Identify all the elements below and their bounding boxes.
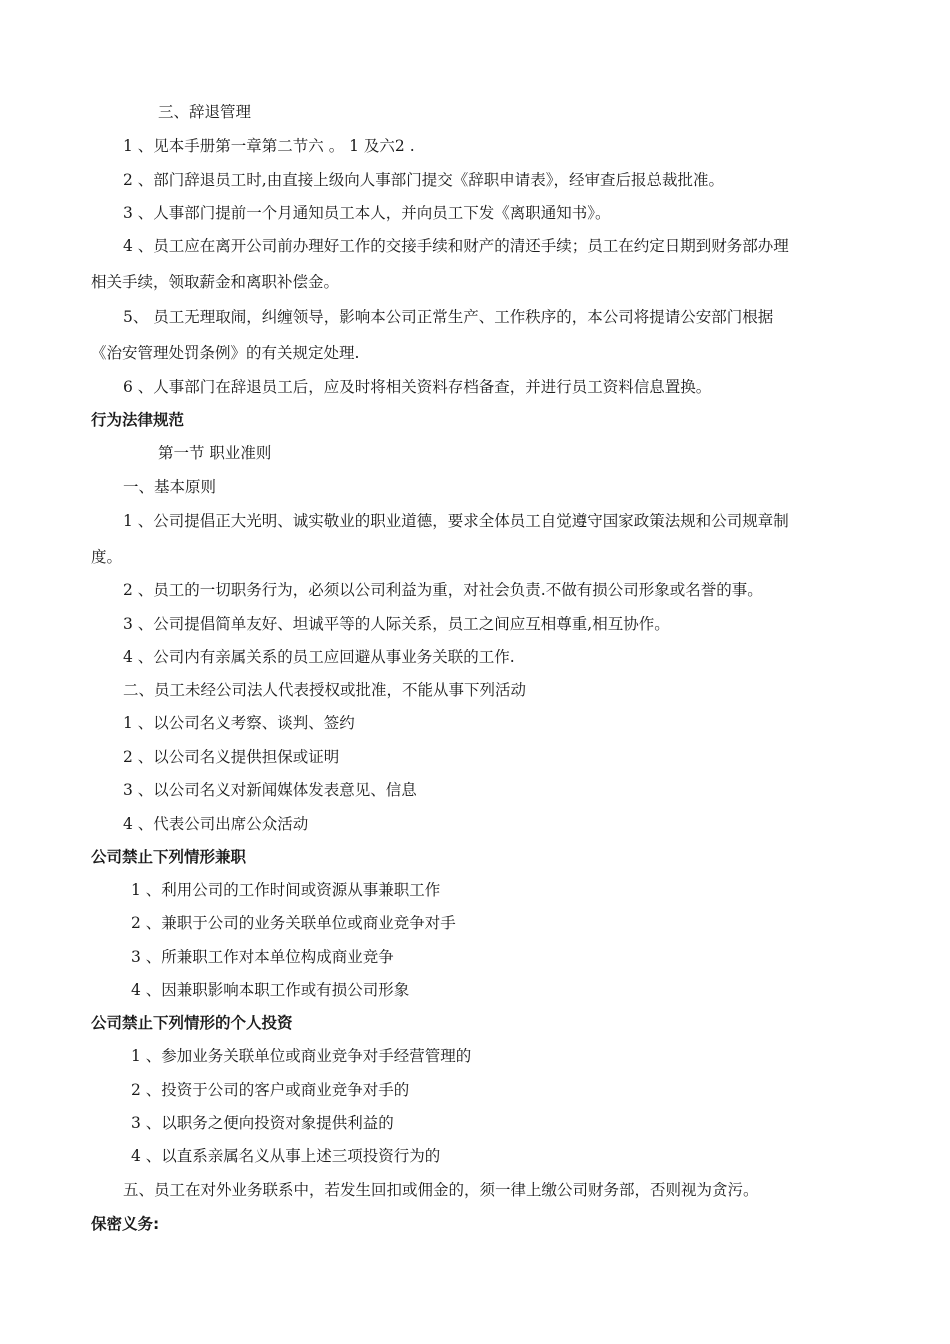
dismissal-item-5: 5、 员工无理取闹，纠缠领导，影响本公司正常生产、工作秩序的，本公司将提请公安部门根据 xyxy=(123,308,774,326)
dismissal-item-4-continued: 相关手续，领取薪金和离职补偿金。 xyxy=(91,273,340,291)
principle-item-1-continued: 度。 xyxy=(91,548,123,566)
heading-part-time-prohibition: 公司禁止下列情形兼职 xyxy=(91,848,247,866)
subsection-restricted-activities: 二、员工未经公司法人代表授权或批准，不能从事下列活动 xyxy=(123,681,527,699)
heading-confidentiality: 保密义务: xyxy=(91,1215,160,1233)
heading-investment-prohibition: 公司禁止下列情形的个人投资 xyxy=(91,1014,293,1032)
investment-item-3: 3 、以职务之便向投资对象提供利益的 xyxy=(131,1114,394,1132)
investment-item-4: 4 、以直系亲属名义从事上述三项投资行为的 xyxy=(131,1147,441,1165)
principle-item-2: 2 、员工的一切职务行为，必须以公司利益为重，对社会负责.不做有损公司形象或名誉的事。 xyxy=(123,581,763,599)
dismissal-item-6: 6 、人事部门在辞退员工后，应及时将相关资料存档备查，并进行员工资料信息置换。 xyxy=(123,378,712,396)
principle-item-4: 4 、公司内有亲属关系的员工应回避从事业务关联的工作. xyxy=(123,648,515,666)
investment-item-2: 2 、投资于公司的客户或商业竞争对手的 xyxy=(131,1081,410,1099)
rule-five-commission: 五、员工在对外业务联系中，若发生回扣或佣金的，须一律上缴公司财务部，否则视为贪污。 xyxy=(123,1181,759,1199)
heading-conduct-rules: 行为法律规范 xyxy=(91,411,185,429)
parttime-item-3: 3 、所兼职工作对本单位构成商业竞争 xyxy=(131,948,394,966)
restricted-item-2: 2 、以公司名义提供担保或证明 xyxy=(123,748,340,766)
section-title-dismissal: 三、辞退管理 xyxy=(158,103,252,121)
restricted-item-1: 1 、以公司名义考察、谈判、签约 xyxy=(123,714,355,732)
section-title-professional-code: 第一节 职业准则 xyxy=(158,444,272,462)
parttime-item-1: 1 、利用公司的工作时间或资源从事兼职工作 xyxy=(131,881,441,899)
principle-item-1: 1 、公司提倡正大光明、诚实敬业的职业道德，要求全体员工自觉遵守国家政策法规和公司规章制 xyxy=(123,512,789,530)
dismissal-item-4: 4 、员工应在离开公司前办理好工作的交接手续和财产的清还手续；员工在约定日期到财务部办理 xyxy=(123,237,789,255)
dismissal-item-5-continued: 《治安管理处罚条例》的有关规定处理. xyxy=(91,344,360,362)
investment-item-1: 1 、参加业务关联单位或商业竞争对手经营管理的 xyxy=(131,1047,472,1065)
parttime-item-4: 4 、因兼职影响本职工作或有损公司形象 xyxy=(131,981,410,999)
restricted-item-4: 4 、代表公司出席公众活动 xyxy=(123,815,309,833)
restricted-item-3: 3 、以公司名义对新闻媒体发表意见、信息 xyxy=(123,781,417,799)
dismissal-item-1: 1 、见本手册第一章第二节六 。 1 及六2 . xyxy=(123,137,415,155)
dismissal-item-3: 3 、人事部门提前一个月通知员工本人，并向员工下发《离职通知书》。 xyxy=(123,204,611,222)
dismissal-item-2: 2 、部门辞退员工时,由直接上级向人事部门提交《辞职申请表》，经审查后报总裁批准。 xyxy=(123,171,724,189)
principle-item-3: 3 、公司提倡简单友好、坦诚平等的人际关系，员工之间应互相尊重,相互协作。 xyxy=(123,615,670,633)
parttime-item-2: 2 、兼职于公司的业务关联单位或商业竞争对手 xyxy=(131,914,456,932)
subsection-basic-principles: 一、基本原则 xyxy=(123,478,217,496)
